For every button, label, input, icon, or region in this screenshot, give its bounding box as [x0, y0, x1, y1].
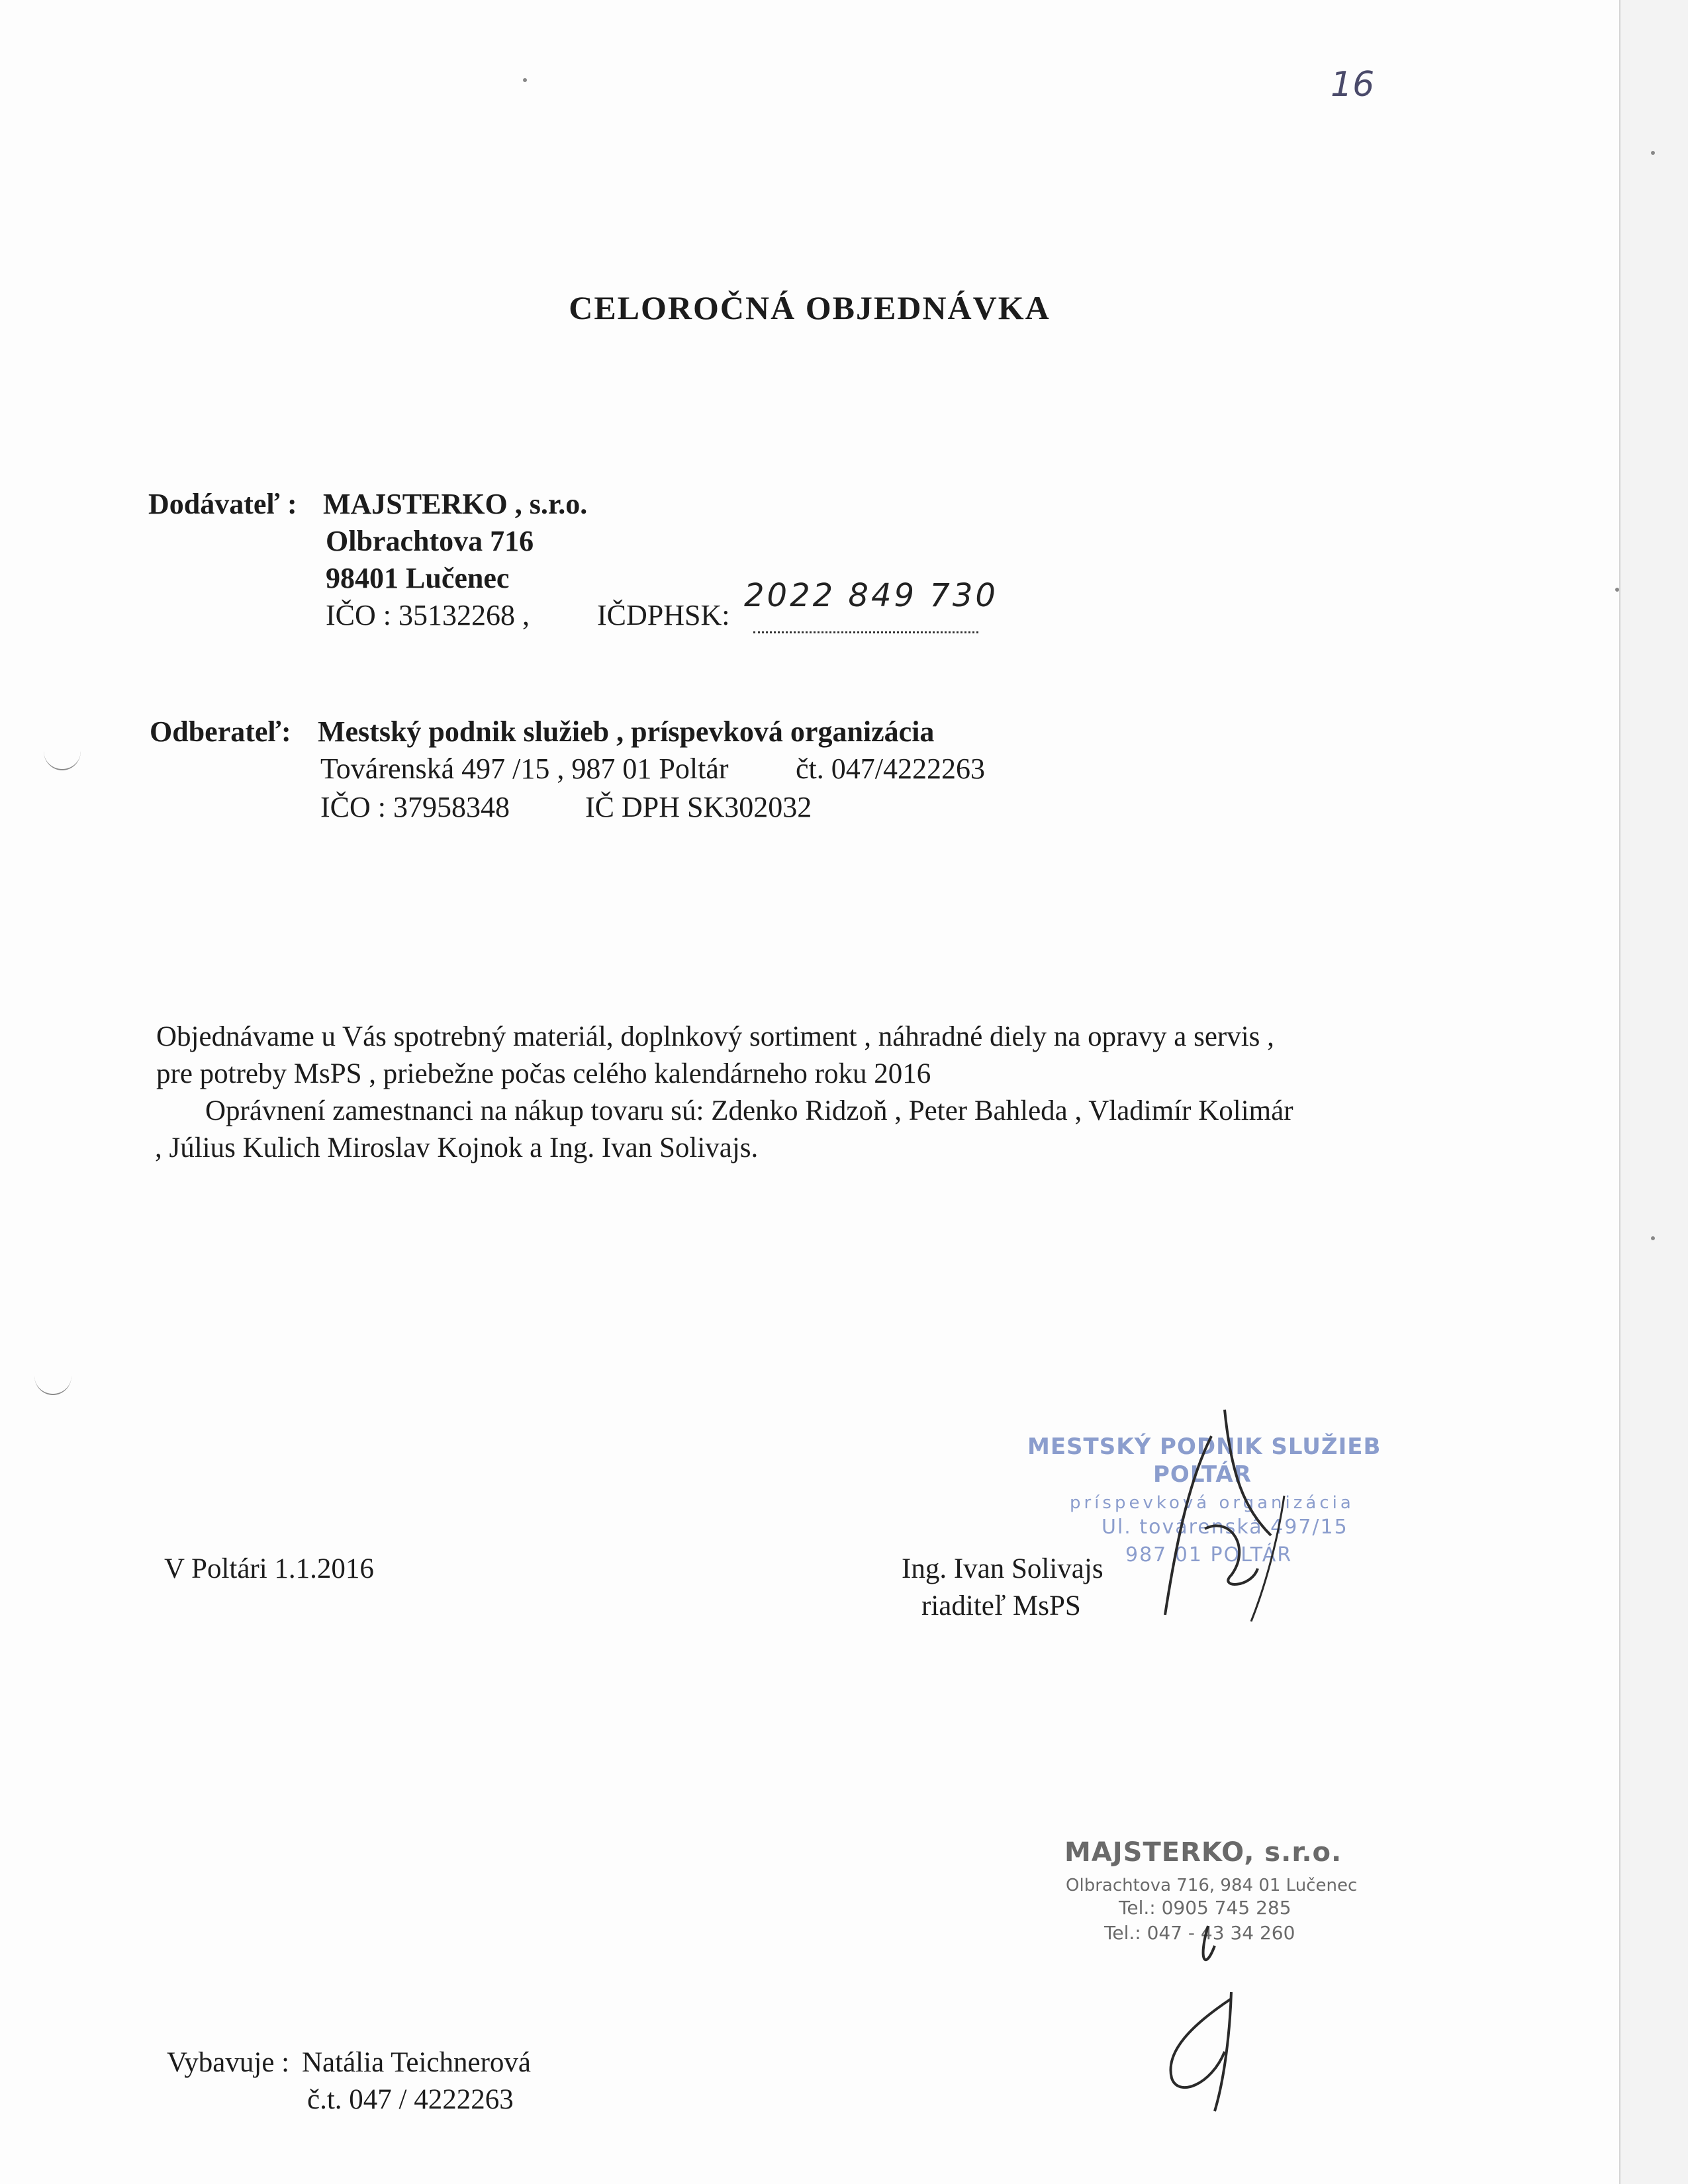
scan-speck — [1651, 151, 1655, 155]
signatory-name: Ing. Ivan Solivajs — [902, 1553, 1103, 1584]
customer-label: Odberateľ: — [150, 715, 291, 748]
supplier-vat-label: IČDPHSK: — [597, 599, 730, 631]
supplier-signature — [1152, 1919, 1251, 2118]
stamp-customer-line-2: POLTÁR — [1153, 1461, 1252, 1488]
scan-edge — [1619, 0, 1688, 2184]
customer-address: Továrenská 497 /15 , 987 01 Poltár — [320, 752, 729, 785]
customer-ico: IČO : 37958348 — [320, 791, 510, 823]
punch-hole — [44, 732, 81, 770]
page-number: 16 — [1331, 65, 1375, 105]
stamp-supplier-line-4: Tel.: 047 - 43 34 260 — [1104, 1922, 1295, 1944]
supplier-vat-handwritten: 2022 849 730 — [744, 577, 998, 614]
document-title: CELOROČNÁ OBJEDNÁVKA — [569, 289, 1051, 326]
signatory-role: riaditeľ MsPS — [921, 1590, 1081, 1621]
body-line-2: pre potreby MsPS , priebežne počas celého kalendárneho roku 2016 — [156, 1058, 931, 1089]
stamp-customer-line-3: príspevková organizácia — [1070, 1493, 1354, 1513]
handled-by-label: Vybavuje : — [167, 2047, 290, 2078]
handled-by-name: Natália Teichnerová — [302, 2047, 531, 2078]
body-line-4: , Július Kulich Miroslav Kojnok a Ing. Ivan Solivajs. — [155, 1132, 759, 1163]
body-line-1: Objednávame u Vás spotrebný materiál, doplnkový sortiment , náhradné diely na opravy a servis , — [156, 1021, 1274, 1052]
supplier-label: Dodávateľ : — [148, 488, 297, 520]
stamp-supplier-line-2: Olbrachtova 716, 984 01 Lučenec — [1066, 1876, 1358, 1895]
punch-hole — [34, 1357, 71, 1395]
director-signature — [1152, 1396, 1311, 1628]
stamp-customer-line-4: Ul. továrenská 497/15 — [1102, 1516, 1348, 1539]
body-line-3: Oprávnení zamestnanci na nákup tovaru sú: Zdenko Ridzoň , Peter Bahleda , Vladimír Kolimár — [205, 1095, 1293, 1126]
stamp-supplier-line-3: Tel.: 0905 745 285 — [1119, 1897, 1291, 1919]
handled-by-phone: č.t. 047 / 4222263 — [307, 2084, 514, 2115]
scan-speck — [523, 78, 527, 82]
customer-vat: IČ DPH SK302032 — [585, 791, 812, 823]
place-date: V Poltári 1.1.2016 — [164, 1553, 374, 1584]
scan-speck — [1651, 1236, 1655, 1240]
supplier-name: MAJSTERKO , s.r.o. — [323, 488, 588, 520]
supplier-ico: IČO : 35132268 , — [326, 599, 530, 631]
supplier-city: 98401 Lučenec — [326, 562, 510, 594]
scan-speck — [1615, 588, 1619, 592]
supplier-street: Olbrachtova 716 — [326, 525, 534, 557]
customer-phone: čt. 047/4222263 — [796, 752, 985, 785]
stamp-supplier-line-1: MAJSTERKO, s.r.o. — [1064, 1837, 1342, 1868]
customer-name: Mestský podnik služieb , príspevková organizácia — [318, 715, 935, 748]
stamp-customer-line-1: MESTSKÝ PODNIK SLUŽIEB — [1027, 1433, 1382, 1460]
stamp-customer-line-5: 987 01 POLTÁR — [1125, 1543, 1293, 1567]
